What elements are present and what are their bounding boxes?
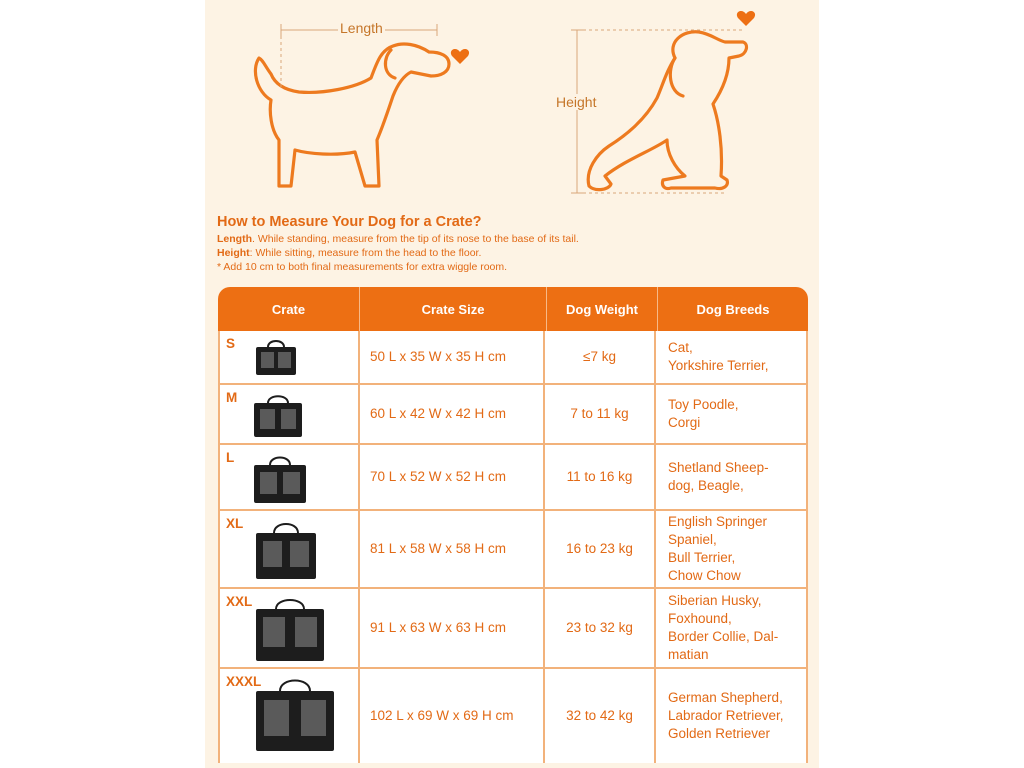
- dog-breeds-cell: [656, 445, 806, 509]
- size-table: [218, 287, 808, 765]
- breeds-text: English Springer Spaniel, Bull Terrier, Chow Chow: [668, 514, 768, 583]
- table-row: [218, 445, 808, 511]
- crate-size-cell: 50 L x 35 W x 35 H cm: [360, 331, 545, 383]
- size-tag: S: [226, 336, 236, 351]
- crate-size-cell: 102 L x 69 W x 69 H cm: [360, 669, 545, 763]
- crate-icon: [254, 595, 326, 663]
- dog-breeds-cell: [656, 385, 806, 443]
- length-term: Length: [217, 233, 252, 245]
- dog-breeds-cell: [656, 589, 806, 667]
- header-crate: Crate: [218, 287, 360, 331]
- breeds-text: Siberian Husky, Foxhound, Border Collie, Dal- matian: [668, 593, 779, 662]
- crate-cell: [220, 511, 360, 587]
- dog-weight-cell: 7 to 11 kg: [545, 385, 656, 443]
- table-row: [218, 331, 808, 385]
- dog-weight-cell: 11 to 16 kg: [545, 445, 656, 509]
- crate-icon: [254, 675, 336, 753]
- crate-size-cell: 60 L x 42 W x 42 H cm: [360, 385, 545, 443]
- breeds-text: Cat, Yorkshire Terrier,: [668, 340, 769, 373]
- crate-icon: [254, 337, 298, 377]
- dog-weight-cell: 23 to 32 kg: [545, 589, 656, 667]
- breeds-text: Toy Poodle, Corgi: [668, 397, 739, 430]
- standing-dog-icon: [255, 44, 449, 186]
- dog-breeds-cell: [656, 669, 806, 763]
- dog-weight-cell: 16 to 23 kg: [545, 511, 656, 587]
- dog-weight-cell: 32 to 42 kg: [545, 669, 656, 763]
- size-tag: XL: [226, 516, 244, 531]
- dog-breeds-cell: [656, 331, 806, 383]
- table-row: [218, 669, 808, 763]
- table-row: [218, 511, 808, 589]
- wiggle-note: * Add 10 cm to both final measurements for extra wiggle room.: [217, 261, 508, 273]
- breeds-text: Shetland Sheep- dog, Beagle,: [668, 460, 769, 493]
- length-label: Length: [340, 20, 383, 36]
- table-row: [218, 589, 808, 669]
- crate-icon: [252, 453, 308, 505]
- crate-cell: [220, 589, 360, 667]
- crate-size-cell: 81 L x 58 W x 58 H cm: [360, 511, 545, 587]
- measure-title: How to Measure Your Dog for a Crate?: [217, 214, 482, 230]
- length-text: . While standing, measure from the tip of its nose to the base of its tail.: [252, 233, 579, 245]
- breeds-text: German Shepherd, Labrador Retriever, Golden Retriever: [668, 690, 784, 741]
- height-term: Height: [217, 247, 250, 259]
- crate-cell: [220, 385, 360, 443]
- size-tag: XXXL: [226, 674, 262, 689]
- crate-cell: [220, 669, 360, 763]
- size-tag: XXL: [226, 594, 253, 609]
- height-instruction: [217, 246, 807, 260]
- measure-instructions: [217, 212, 807, 274]
- crate-cell: [220, 331, 360, 383]
- size-tag: L: [226, 450, 235, 465]
- dog-measurement-illustration: [205, 0, 819, 205]
- crate-size-cell: 70 L x 52 W x 52 H cm: [360, 445, 545, 509]
- header-dog-breeds: Dog Breeds: [696, 301, 770, 317]
- heart-icon: [451, 49, 469, 64]
- crate-icon: [252, 391, 304, 439]
- height-text: : While sitting, measure from the head to the floor.: [249, 247, 482, 259]
- height-label: Height: [556, 94, 597, 110]
- table-row: [218, 385, 808, 445]
- size-guide-panel: [205, 0, 819, 768]
- table-header: [218, 287, 808, 331]
- crate-size-cell: 91 L x 63 W x 63 H cm: [360, 589, 545, 667]
- dog-outlines: [205, 0, 819, 205]
- heart-icon-2: [737, 11, 755, 26]
- header-crate-size: Crate Size: [360, 287, 547, 331]
- dog-breeds-cell: [656, 511, 806, 587]
- sitting-dog-icon: [588, 32, 746, 190]
- crate-cell: [220, 445, 360, 509]
- size-tag: M: [226, 390, 238, 405]
- crate-icon: [254, 519, 318, 581]
- length-instruction: [217, 232, 807, 246]
- header-dog-weight: Dog Weight: [547, 287, 658, 331]
- table-body: [218, 331, 808, 763]
- dog-weight-cell: ≤7 kg: [545, 331, 656, 383]
